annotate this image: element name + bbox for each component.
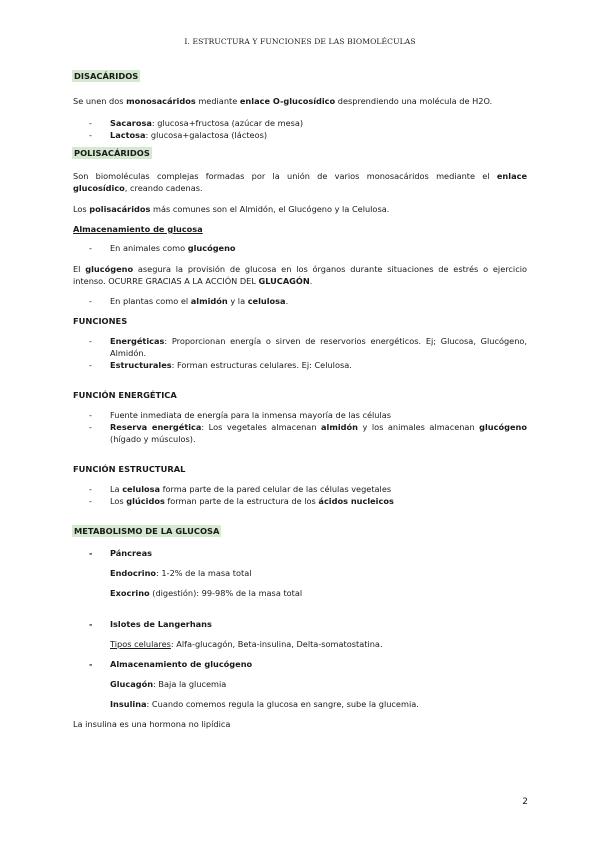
page-content <box>73 70 527 730</box>
polisacaridos-p1: Son biomoléculas complejas formadas por la unión de varios monosacáridos mediante el enlace glucosídico, creando cadenas. <box>73 171 527 193</box>
section-title-polisacaridos: POLISACÁRIDOS <box>74 148 150 158</box>
insulina-line: Insulina: Cuando comemos regula la glucosa en sangre, sube la glucemia. <box>110 699 419 709</box>
list-item: - Energéticas: Proporcionan energía o sirven de reservorios energéticos. Ej; Glucosa, Glucógeno, Almidón. <box>73 335 527 359</box>
final-note: La insulina es una hormona no lipídica <box>73 719 231 729</box>
section-title-funcion-estructural: FUNCIÓN ESTRUCTURAL <box>73 464 186 474</box>
list-item-islotes: - Islotes de Langerhans <box>73 618 527 630</box>
subsection-title-almacenamiento: Almacenamiento de glucosa <box>73 224 203 234</box>
section-title-funcion-energetica: FUNCIÓN ENERGÉTICA <box>73 390 177 400</box>
list-item-pancreas: - Páncreas <box>73 547 527 559</box>
list-item: - En animales como glucógeno <box>73 242 527 254</box>
list-item: - Sacarosa: glucosa+fructosa (azúcar de mesa) <box>73 117 527 129</box>
glucagon-line: Glucagón: Baja la glucemia <box>110 679 227 689</box>
list-item: - La celulosa forma parte de la pared celular de las células vegetales <box>73 483 527 495</box>
polisacaridos-p2: Los polisacáridos más comunes son el Almidón, el Glucógeno y la Celulosa. <box>73 204 390 214</box>
section-title-disacaridos: DISACÁRIDOS <box>74 71 139 81</box>
disacaridos-list <box>73 117 527 141</box>
list-item: - Lactosa: glucosa+galactosa (lácteos) <box>73 129 527 141</box>
page-number: 2 <box>522 797 528 807</box>
glucogeno-paragraph: El glucógeno asegura la provisión de glucosa en los órganos durante situaciones de estrés o ejercicio intenso. OCURRE GRACIAS A LA ACCIÓN DEL GLUCAGÓN. <box>73 264 527 286</box>
page-header: I. ESTRUCTURA Y FUNCIONES DE LAS BIOMOLÉCULAS <box>184 37 416 46</box>
endocrino-line: Endocrino: 1-2% de la masa total <box>110 568 252 578</box>
list-item: - Reserva energética: Los vegetales almacenan almidón y los animales almacenan glucógeno (hígado y músculos). <box>73 421 527 445</box>
list-item: - En plantas como el almidón y la celulosa. <box>73 295 527 307</box>
list-item: - Estructurales: Forman estructuras celulares. Ej: Celulosa. <box>73 359 527 371</box>
list-item: - Fuente inmediata de energía para la inmensa mayoría de las células <box>73 409 527 421</box>
list-item: - Los glúcidos forman parte de la estructura de los ácidos nucleicos <box>73 495 527 507</box>
exocrino-line: Exocrino (digestión): 99-98% de la masa total <box>110 588 303 598</box>
section-title-metabolismo: METABOLISMO DE LA GLUCOSA <box>74 526 220 536</box>
tipos-celulares-line: Tipos celulares: Alfa-glucagón, Beta-insulina, Delta-somatostatina. <box>110 639 383 649</box>
section-title-funciones: FUNCIONES <box>73 316 128 326</box>
disacaridos-intro: Se unen dos monosacáridos mediante enlace O-glucosídico desprendiendo una molécula de H2O. <box>73 96 493 106</box>
list-item-almacenamiento-glucogeno: - Almacenamiento de glucógeno <box>73 658 527 670</box>
